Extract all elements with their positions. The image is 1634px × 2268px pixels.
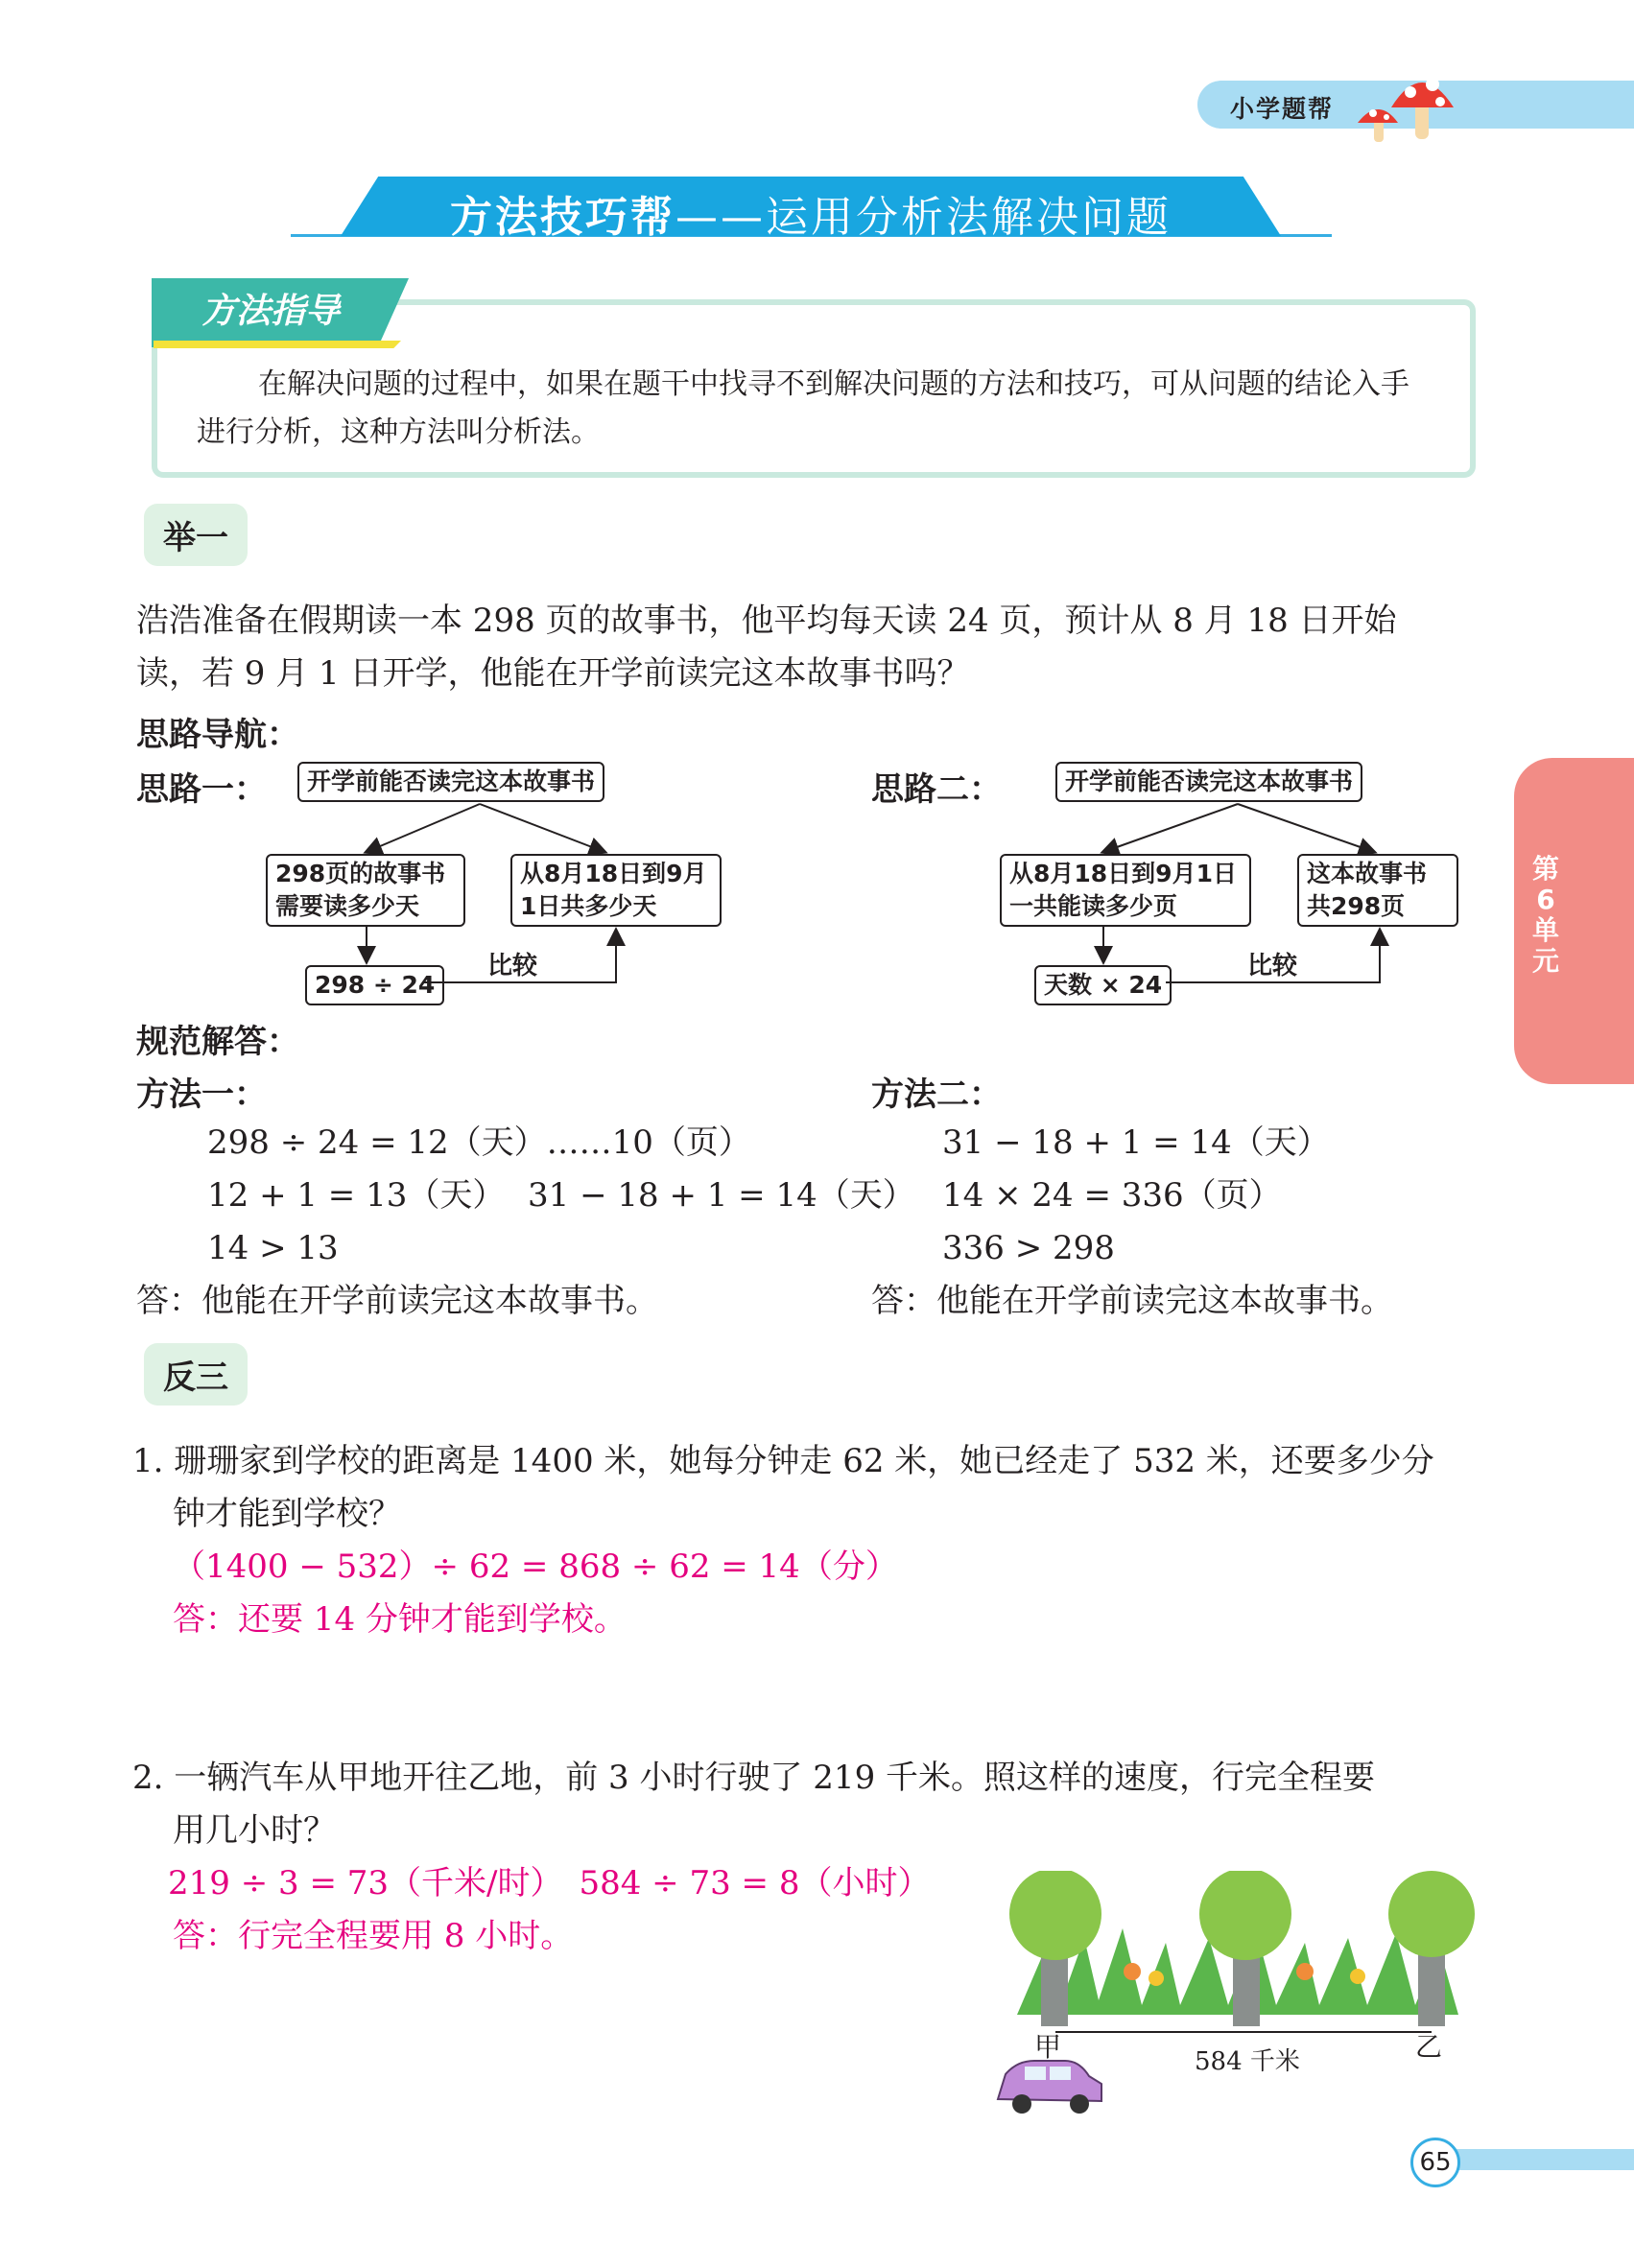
car-icon: [998, 2061, 1101, 2114]
idea2-calc-box: 天数 × 24: [1034, 965, 1172, 1005]
method1-line2b: 31 − 18 + 1 = 14（天）: [528, 1176, 915, 1215]
idea2-left-line1: 从8月18日到9月1日: [1009, 860, 1237, 887]
q1-answer: 答：还要 14 分钟才能到学校。: [173, 1600, 627, 1639]
q1-calc: （1400 − 532）÷ 62 = 868 ÷ 62 = 14（分）: [173, 1547, 898, 1586]
method1-answer: 答：他能在开学前读完这本故事书。: [136, 1282, 658, 1320]
road-illustration: [988, 1871, 1497, 2130]
q2-line1: 2. 一辆汽车从甲地开往乙地，前 3 小时行驶了 219 千米。照这样的速度，行完全程要: [132, 1759, 1376, 1797]
idea2-compare: 比较: [1247, 952, 1298, 980]
method2-line3: 336 > 298: [942, 1229, 1115, 1267]
q2-calc: 219 ÷ 3 = 73（千米/时） 584 ÷ 73 = 8（小时）: [168, 1864, 931, 1902]
method1-line1: 298 ÷ 24 = 12（天）……10（页）: [207, 1123, 751, 1162]
method2-answer: 答：他能在开学前读完这本故事书。: [871, 1282, 1393, 1320]
q2-line2: 用几小时？: [173, 1811, 336, 1850]
guide-text: 在解决问题的过程中，如果在题干中找寻不到解决问题的方法和技巧，可从问题的结论入手进行分析，这种方法叫分析法。: [197, 367, 1409, 449]
method1-label: 方法一：: [136, 1075, 267, 1114]
q1-line2: 钟才能到学校？: [173, 1495, 401, 1533]
idea1-compare: 比较: [487, 952, 538, 980]
point-end: 乙: [1415, 2031, 1443, 2063]
guide-label: 方法指导: [201, 292, 341, 331]
solution-label: 规范解答：: [136, 1023, 299, 1061]
method1-line3: 14 > 13: [207, 1229, 339, 1267]
idea2-left-line2: 一共能读多少页: [1009, 892, 1178, 920]
nav-label: 思路导航：: [136, 716, 299, 754]
series-name: 小学题帮: [1230, 95, 1335, 123]
problem-line-1: 浩浩准备在假期读一本 298 页的故事书，他平均每天读 24 页，预计从 8 月 18 日开始: [136, 602, 1397, 640]
idea2-right-line2: 共298页: [1307, 892, 1406, 920]
idea2-label: 思路二：: [871, 770, 1002, 809]
idea1-right-line2: 1日共多少天: [520, 892, 657, 920]
title-bold: 方法技巧帮: [450, 193, 675, 242]
practice-label: 反三: [144, 1343, 248, 1406]
point-start: 甲: [1034, 2031, 1062, 2063]
idea1-arrows: [259, 796, 643, 988]
idea2-right-line1: 这本故事书: [1307, 860, 1428, 887]
title-rest: ——运用分析法解决问题: [675, 193, 1172, 242]
page-title: [341, 182, 1281, 244]
example-label: 举一: [144, 504, 248, 566]
idea1-left-line2: 需要读多少天: [275, 892, 420, 920]
idea2-arrows: [988, 796, 1410, 988]
q2-answer: 答：行完全程要用 8 小时。: [173, 1917, 574, 1955]
unit-text: 第6单元: [1531, 853, 1559, 977]
idea1-calc-box: 298 ÷ 24: [305, 965, 444, 1005]
guide-flag-stripe: [154, 341, 401, 348]
method2-line1: 31 − 18 + 1 = 14（天）: [942, 1123, 1330, 1162]
problem-line-2: 读，若 9 月 1 日开学，他能在开学前读完这本故事书吗？: [136, 654, 970, 693]
page-number: 65: [1410, 2138, 1460, 2187]
method1-line2a: 12 + 1 = 13（天）: [207, 1176, 506, 1215]
q1-line1: 1. 珊珊家到学校的距离是 1400 米，她每分钟走 62 米，她已经走了 532 米，还要多少分: [132, 1442, 1434, 1480]
idea2-top-box: 开学前能否读完这本故事书: [1055, 762, 1362, 802]
method2-line2: 14 × 24 = 336（页）: [942, 1176, 1282, 1215]
idea1-top-box: 开学前能否读完这本故事书: [297, 762, 604, 802]
idea1-left-line1: 298页的故事书: [275, 860, 446, 887]
distance-label: 584 千米: [1195, 2047, 1300, 2076]
idea1-right-line1: 从8月18日到9月: [520, 860, 707, 887]
mushroom-icon: [1348, 58, 1463, 144]
page-number-bar: [1439, 2149, 1634, 2170]
idea1-label: 思路一：: [136, 770, 267, 809]
method2-label: 方法二：: [871, 1075, 1002, 1114]
